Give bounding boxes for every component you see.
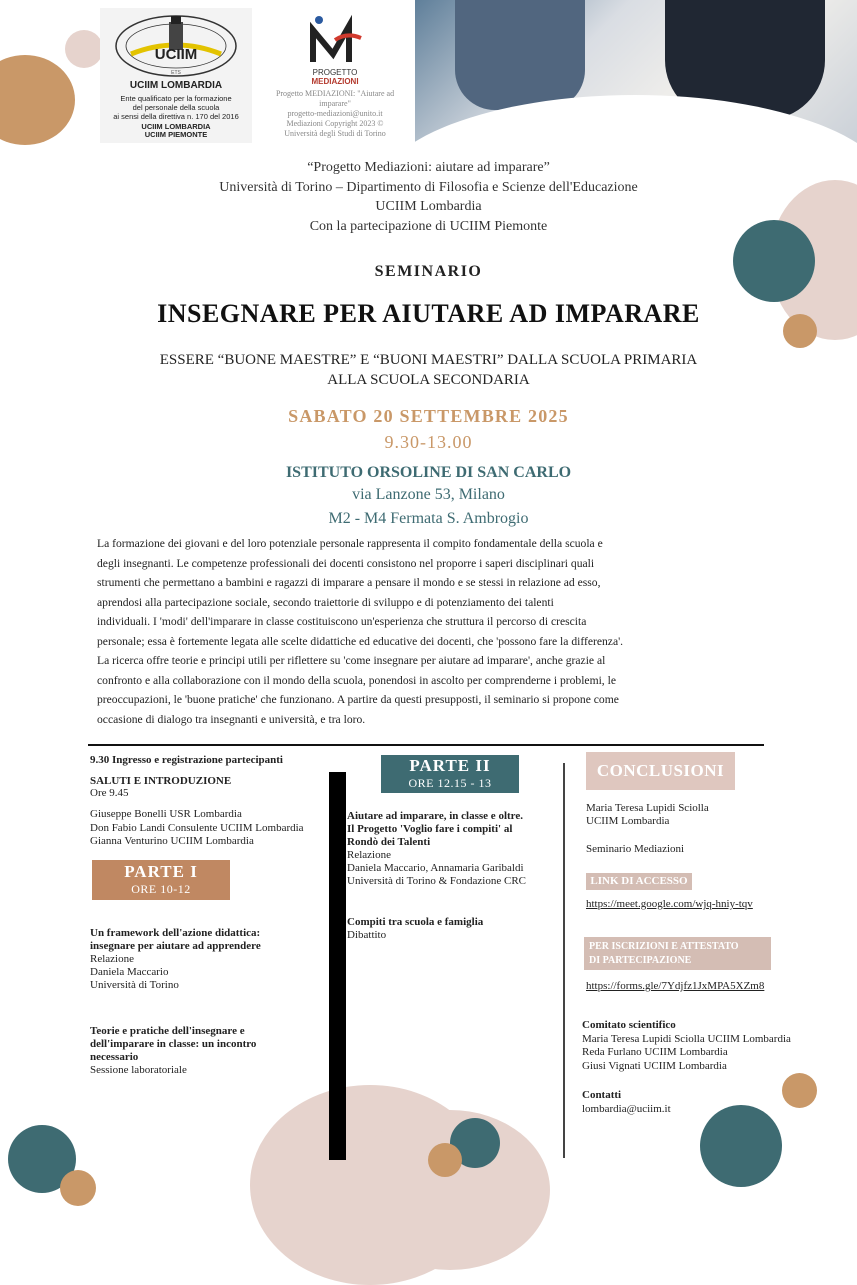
access-link[interactable]: https://meet.google.com/wjq-hniy-tqv — [586, 898, 753, 910]
part-2-time: ORE 12.15 - 13 — [408, 776, 492, 790]
talk-3: Aiutare ad imparare, in classe e oltre. Il Progetto 'Voglio fare i compiti' al Rondò dei Talenti Relazione Daniela Maccario, Annamaria Garibaldi Università di Torino & Fondazione CRC — [347, 810, 526, 887]
decor-circle — [60, 1170, 96, 1206]
decor-circle — [428, 1143, 462, 1177]
talk-2: Teorie e pratiche dell'insegnare e dell'imparare in classe: un incontro necessario Sessione laboratoriale — [90, 1025, 257, 1076]
decor-circle — [65, 30, 103, 68]
uciim-region: UCIIM LOMBARDIA — [129, 80, 223, 91]
event-address: via Lanzone 53, Milano — [352, 486, 505, 503]
talk-1: Un framework dell'azione didattica: insegnare per aiutare ad apprendere Relazione Daniela Maccario Università di Torino — [90, 927, 261, 991]
seminar-label: Seminario Mediazioni — [586, 843, 685, 855]
header-organizations: “Progetto Mediazioni: aiutare ad imparare” Università di Torino – Dipartimento di Filosofia e Scienze dell'Educazione UCIIM Lombardia Con la partecipazione di UCIIM Piemonte — [219, 160, 638, 234]
part-2-title: PARTE II — [409, 756, 491, 775]
contacts: Contatti lombardia@uciim.it — [582, 1089, 671, 1115]
seminar-kicker: SEMINARIO — [374, 263, 483, 280]
section-divider — [88, 744, 764, 746]
mediazioni-logo — [255, 8, 415, 148]
mediazioni-m-icon — [305, 12, 365, 67]
uciim-wordmark: UCIIM — [154, 46, 198, 63]
register-link[interactable]: https://forms.gle/7Ydjfz1JxMPA5XZm8 — [586, 980, 765, 992]
part-2-box — [381, 755, 519, 793]
access-label: LINK DI ACCESSO — [586, 873, 692, 890]
part-1-title: PARTE I — [124, 862, 198, 881]
part-1-box — [92, 860, 230, 900]
event-transport: M2 - M4 Fermata S. Ambrogio — [328, 510, 529, 527]
uciim-note: Ente qualificato per la formazione del personale della scuola ai sensi della direttiva n. 170 del 2016 — [113, 94, 239, 121]
register-label: PER ISCRIZIONI E ATTESTATO DI PARTECIPAZIONE — [584, 937, 771, 970]
uciim-logo — [100, 8, 252, 143]
conclusions-box — [586, 752, 735, 790]
column-bar — [329, 772, 346, 1160]
registration-line: 9.30 Ingresso e registrazione partecipanti — [90, 754, 283, 766]
photo-person-shape — [455, 0, 585, 110]
talk-4: Compiti tra scuola e famiglia Dibattito — [347, 916, 484, 941]
header-photo — [415, 0, 857, 175]
event-venue: ISTITUTO ORSOLINE DI SAN CARLO — [285, 464, 572, 481]
contact-email[interactable]: lombardia@uciim.it — [582, 1102, 671, 1115]
intro-paragraph: La formazione dei giovani e del loro potenziale personale rappresenta il compito fondamentale della scuola e degli insegnanti. Le competenze professionali dei docenti consistono nel proporre i saperi disciplinari quali strumenti che permettano a bambini e ragazzi di imparare a pensare il mondo e se stessi in relazione ad esso, aprendosi alla partecipazione sociale, secondo traiettorie di sviluppo e di potenziamento dei talenti individuali. I 'modi' dell'imparare in classe costituiscono un'esperienza che struttura il percorso di crescita personale; essa è fortemente legata alle scelte didattiche ed educative dei docenti, che 'possono fare la differenza'. La ricerca offre teorie e principi utili per riflettere su 'come insegnare per aiutare ad imparare', anche grazie al confronto e alla collaborazione con il mondo della scuola, ponendosi in ascolto per comprenderne i problemi, le preoccupazioni, le 'buone pratiche' che funzionano. A partire da questi presupposti, il seminario si propone come occasione di dialogo tra insegnanti e università, e tra loro. — [97, 537, 624, 726]
mediazioni-caption: Progetto MEDIAZIONI: "Aiutare ad imparare" progetto-mediazioni@unito.it Mediazioni Copyright 2023 © Università degli Studi di Torino — [275, 89, 395, 138]
conclusions-speaker: Maria Teresa Lupidi Sciolla UCIIM Lombardia — [586, 802, 709, 827]
part-1-time: ORE 10-12 — [131, 882, 191, 896]
column-divider — [563, 763, 565, 1158]
decor-circle — [350, 1110, 550, 1270]
page-title: INSEGNARE PER AIUTARE AD IMPARARE — [157, 299, 700, 328]
mediazioni-label: PROGETTO MEDIAZIONI — [311, 68, 359, 86]
decor-circle — [700, 1105, 782, 1187]
event-time: 9.30-13.00 — [384, 432, 473, 452]
uciim-ets: ETS — [171, 70, 181, 76]
decor-circle — [782, 1073, 817, 1108]
saluti-title: SALUTI E INTRODUZIONE — [90, 775, 232, 787]
decor-circle — [0, 55, 75, 145]
uciim-footer: UCIIM LOMBARDIA UCIIM PIEMONTE — [141, 122, 211, 139]
saluti-speakers: Giuseppe Bonelli USR Lombardia Don Fabio Landi Consulente UCIIM Lombardia Gianna Venturino UCIIM Lombardia — [90, 808, 304, 847]
conclusions-title: CONCLUSIONI — [596, 761, 725, 780]
committee: Comitato scientifico Maria Teresa Lupidi Sciolla UCIIM Lombardia Reda Furlano UCIIM Lombardia Giusi Vignati UCIIM Lombardia — [582, 1019, 791, 1072]
subtitle: ESSERE “BUONE MAESTRE” E “BUONI MAESTRI” DALLA SCUOLA PRIMARIA ALLA SCUOLA SECONDARIA — [159, 352, 698, 388]
saluti-time: Ore 9.45 — [90, 787, 129, 799]
event-date: SABATO 20 SETTEMBRE 2025 — [288, 406, 569, 426]
